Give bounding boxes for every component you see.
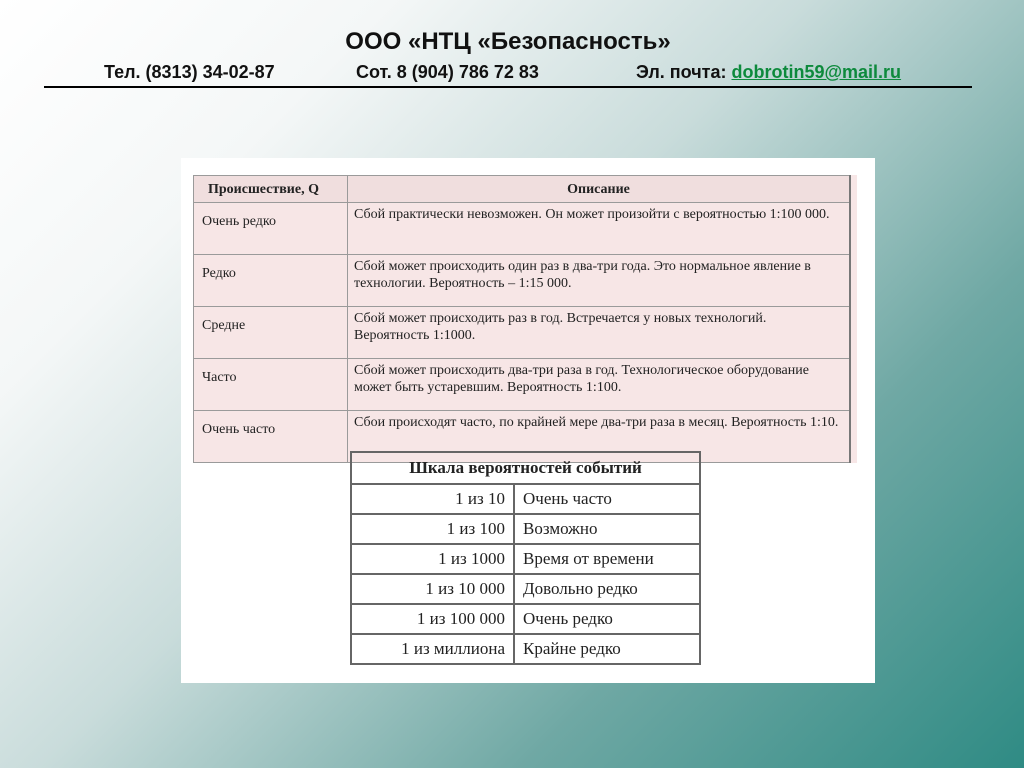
odds-cell: 1 из 100 000 (351, 604, 514, 634)
col-description-header: Описание (348, 176, 851, 203)
description-cell: Сбой может происходить два-три раза в год. Технологическое оборудование может быть устаревшим. Вероятность 1:100. (348, 359, 851, 411)
email-label: Эл. почта: (636, 62, 732, 82)
table-row (351, 574, 700, 604)
description-cell: Сбой практически невозможен. Он может произойти с вероятностью 1:100 000. (348, 203, 851, 255)
slide-header (44, 28, 972, 88)
header-divider (44, 86, 972, 88)
table-row (351, 634, 700, 664)
table-row (351, 514, 700, 544)
description-cell: Сбой может происходить один раз в два-три года. Это нормальное явление в технологии. Вероятность – 1:15 000. (348, 255, 851, 307)
odds-cell: 1 из 10 000 (351, 574, 514, 604)
mobile-text: Сот. 8 (904) 786 72 83 (356, 62, 539, 82)
label-cell: Время от времени (514, 544, 700, 574)
company-title: ООО «НТЦ «Безопасность» (345, 28, 671, 55)
scale-header-row (351, 452, 700, 484)
table-edge (850, 203, 857, 255)
table-row (351, 544, 700, 574)
incident-cell: Очень часто (194, 411, 348, 463)
incident-cell: Средне (194, 307, 348, 359)
phone-text: Тел. (8313) 34-02-87 (104, 62, 275, 82)
incident-cell: Часто (194, 359, 348, 411)
incidents-header-row (194, 176, 858, 203)
description-cell: Сбой может происходить раз в год. Встречается у новых технологий. Вероятность 1:1000. (348, 307, 851, 359)
document-image (181, 158, 875, 683)
label-cell: Довольно редко (514, 574, 700, 604)
odds-cell: 1 из 1000 (351, 544, 514, 574)
table-row (194, 255, 858, 307)
probability-scale-table (350, 451, 701, 665)
odds-cell: 1 из 10 (351, 484, 514, 514)
table-edge (850, 359, 857, 411)
table-edge (850, 307, 857, 359)
label-cell: Возможно (514, 514, 700, 544)
label-cell: Крайне редко (514, 634, 700, 664)
email-block (636, 62, 901, 83)
table-row (351, 604, 700, 634)
incidents-table (193, 175, 857, 463)
incident-cell: Редко (194, 255, 348, 307)
label-cell: Очень редко (514, 604, 700, 634)
email-link[interactable]: dobrotin59@mail.ru (731, 62, 902, 82)
scale-title: Шкала вероятностей событий (351, 452, 700, 484)
col-incident-header: Происшествие, Q (194, 176, 348, 203)
table-edge (850, 411, 857, 463)
table-row (194, 307, 858, 359)
table-edge (850, 255, 857, 307)
label-cell: Очень часто (514, 484, 700, 514)
odds-cell: 1 из миллиона (351, 634, 514, 664)
table-row (194, 359, 858, 411)
contacts-line (44, 62, 972, 88)
odds-cell: 1 из 100 (351, 514, 514, 544)
table-edge (850, 176, 857, 203)
table-row (351, 484, 700, 514)
description-cell: Сбои происходят часто, по крайней мере два-три раза в месяц. Вероятность 1:10. (348, 411, 851, 463)
incident-cell: Очень редко (194, 203, 348, 255)
table-row (194, 203, 858, 255)
